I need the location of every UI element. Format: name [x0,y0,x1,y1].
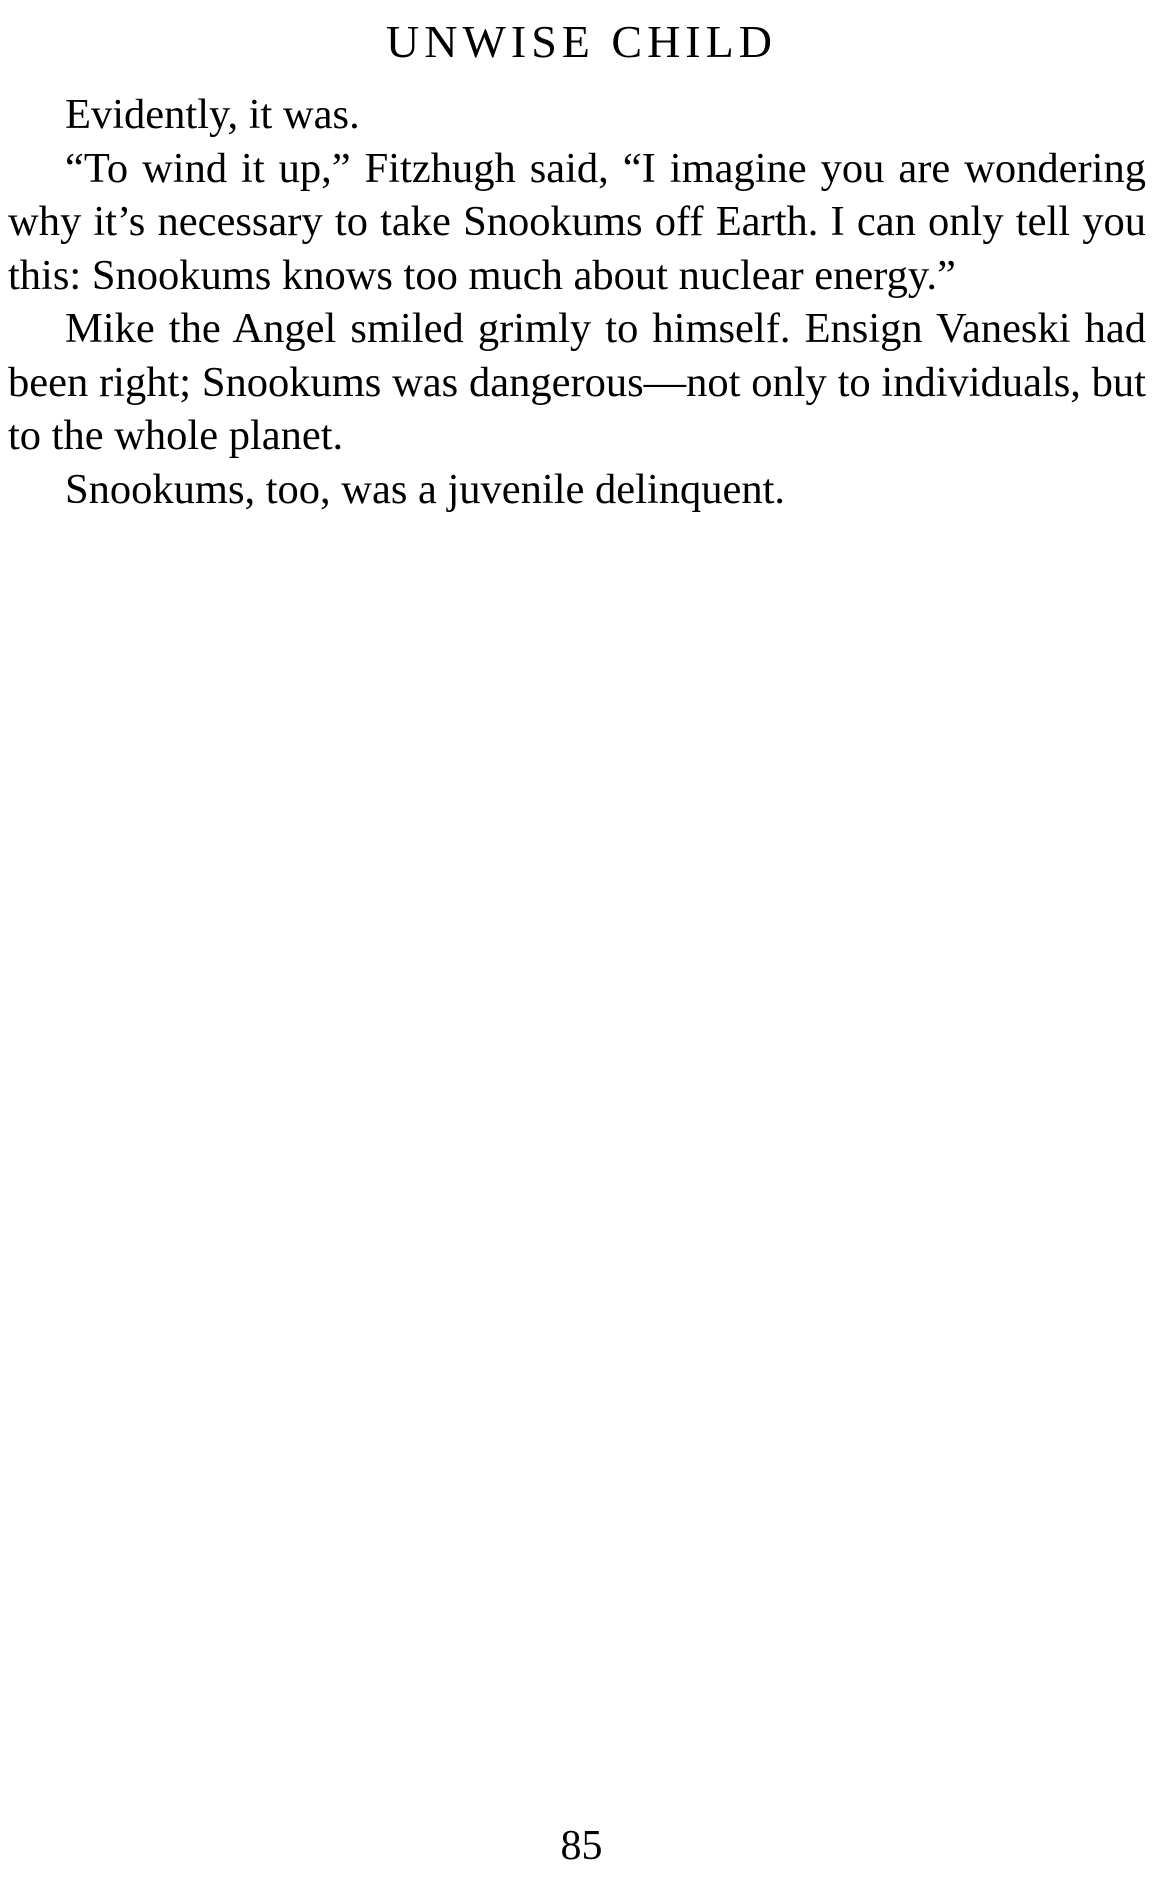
paragraph: Snookums, too, was a juvenile delinquent. [65,465,786,513]
running-title: UNWISE CHILD [386,16,777,67]
body-text [8,88,1146,516]
page-number: 85 [560,1823,603,1869]
paragraph: Evidently, it was. [65,91,360,138]
paragraph: Mike the Angel smiled grimly to himself. Ensign Vaneski had been right; Snookums was dangerous—not only to individuals, but to the whole planet. [8,305,1146,459]
paragraph: “To wind it up,” Fitzhugh said, “I imagine you are wondering why it’s necessary to take Snookums off Earth. I can only tell you this: Snookums knows too much about nuclear energy.” [8,144,1146,299]
